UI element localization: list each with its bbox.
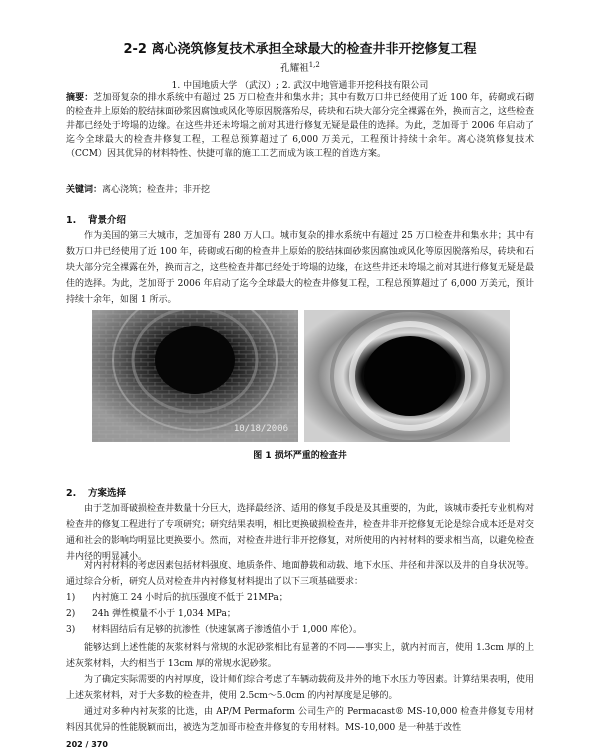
manhole-rim-image: [304, 310, 510, 442]
list-item-text: 内衬施工 24 小时后的抗压强度不低于 21MPa；: [92, 593, 288, 603]
section-2-paragraph-5: 通过对多种内衬灰浆的比选，由 AP/M Permaform 公司生产的 Permacast® MS-10,000 检查井修复专用材料因其优异的性能脱颖而出，被选为芝加哥市检查井修复的专用材料。MS-10,000 是一种基于改性: [66, 707, 534, 733]
abstract-label: 摘要：: [66, 93, 94, 103]
section-1-number: 1.: [66, 215, 77, 226]
figure-1-caption: 图 1 损坏严重的检查井: [253, 451, 347, 461]
photo-date-stamp: 10/18/2006: [233, 424, 288, 434]
list-item: [66, 622, 534, 638]
author-name: 孔耀祖: [280, 63, 309, 74]
section-2-number: 2.: [66, 488, 77, 499]
abstract-text: 芝加哥复杂的排水系统中有超过 25 万口检查井和集水井；其中有数万口井已经使用了近 100 年，砖砌或石砌的检查井上原始的胶结抹面砂浆因腐蚀或风化等原因脱落殆尽，砖块和石块大部分完全裸露在外，换而言之，这些检查井都已经处于垮塌的边缘。在这些井还未垮塌之前对其进行修复无疑是最佳的选择。为此，芝加哥于 2006 年启动了迄今全球最大的检查井修复工程，工程总预算超过了 6,000 万美元，工程预计持续十余年。离心浇筑修复技术（CCM）因其优异的材料特性、快捷可靠的施工工艺而成为该工程的首选方案。: [66, 93, 535, 159]
keywords: [66, 183, 534, 197]
list-item: [66, 590, 534, 606]
damaged-manhole-photo-right: [304, 310, 510, 442]
list-item-text: 24h 弹性模量不小于 1,034 MPa；: [92, 609, 236, 619]
author-affiliation-marks: 1,2: [308, 60, 320, 69]
author-line: [0, 60, 600, 74]
list-item-text: 材料固结后有足够的抗渗性（快速氯离子渗透值小于 1,000 库伦）。: [92, 625, 362, 635]
section-2-paragraph-4: 为了确定实际需要的内衬厚度，设计师们综合考虑了车辆动载荷及井外的地下水压力等因素。计算结果表明，使用上述灰浆材料，对于大多数的检查井，使用 2.5cm～5.0cm 的内衬厚度是足够的。: [66, 675, 535, 701]
paper-title: 2-2 离心浇筑修复技术承担全球最大的检查井非开挖修复工程: [123, 42, 477, 57]
section-2-heading: [66, 485, 126, 499]
list-item: [66, 606, 534, 622]
keywords-text: 离心浇筑；检查井；非开挖: [102, 185, 211, 195]
list-item-number: 2): [66, 609, 76, 619]
requirements-list: [66, 590, 534, 638]
page-number: 202 / 370: [66, 740, 108, 749]
damaged-manhole-photo-left: [92, 310, 298, 442]
figure-1: [92, 310, 510, 442]
list-item-number: 3): [66, 625, 76, 635]
section-2-paragraph-3: 能够达到上述性能的灰浆材料与常规的水泥砂浆相比有显著的不同——事实上，就内衬而言，使用 1.3cm 厚的上述灰浆材料，大约相当于 13cm 厚的常规水泥砂浆。: [66, 643, 534, 669]
section-2-title: 方案选择: [88, 488, 127, 499]
section-1-title: 背景介绍: [88, 215, 127, 226]
section-2-paragraph-2: 对内衬材料的考虑因素包括材料强度、地质条件、地面静载和动载、地下水压、井径和井深以及井的自身状况等。通过综合分析，研究人员对检查井内衬修复材料提出了以下三项基础要求：: [66, 561, 535, 587]
section-1-heading: [66, 212, 126, 226]
abstract: [66, 91, 534, 161]
section-1-paragraph: 作为美国的第三大城市，芝加哥有 280 万人口。城市复杂的排水系统中有超过 25 万口检查井和集水井；其中有数万口井已经使用了近 100 年，砖砌或石砌的检查井上原始的胶结抹面砂浆因腐蚀或风化等原因脱落殆尽，砖块和石块大部分完全裸露在外，换而言之，这些检查井都已经处于垮塌的边缘，在这些井还未垮塌之前对其进行修复无疑是最佳的选择。为此，芝加哥于 2006 年启动了迄今全球最大的检查井修复工程，工程总预算超过了 6,000 万美元，预计持续十余年，如图 1 所示。: [66, 231, 535, 305]
affiliations: 1. 中国地质大学 （武汉）; 2. 武汉中地管通非开挖科技有限公司: [171, 81, 429, 91]
manhole-interior-image: [92, 310, 298, 442]
section-2-paragraph-1: 由于芝加哥破损检查井数量十分巨大，选择最经济、适用的修复手段是及其重要的，为此，该城市委托专业机构对检查井的修复工程进行了专项研究；研究结果表明，相比更换破损检查井，检查井非开挖修复无论是综合成本还是对交通和社会的影响均明显比更换要小。然而，对检查井进行非开挖修复，对所使用的内衬材料的要求相当高，以避免检查井内径的明显减小。: [66, 504, 535, 562]
list-item-number: 1): [66, 593, 76, 603]
keywords-label: 关键词：: [66, 185, 103, 195]
